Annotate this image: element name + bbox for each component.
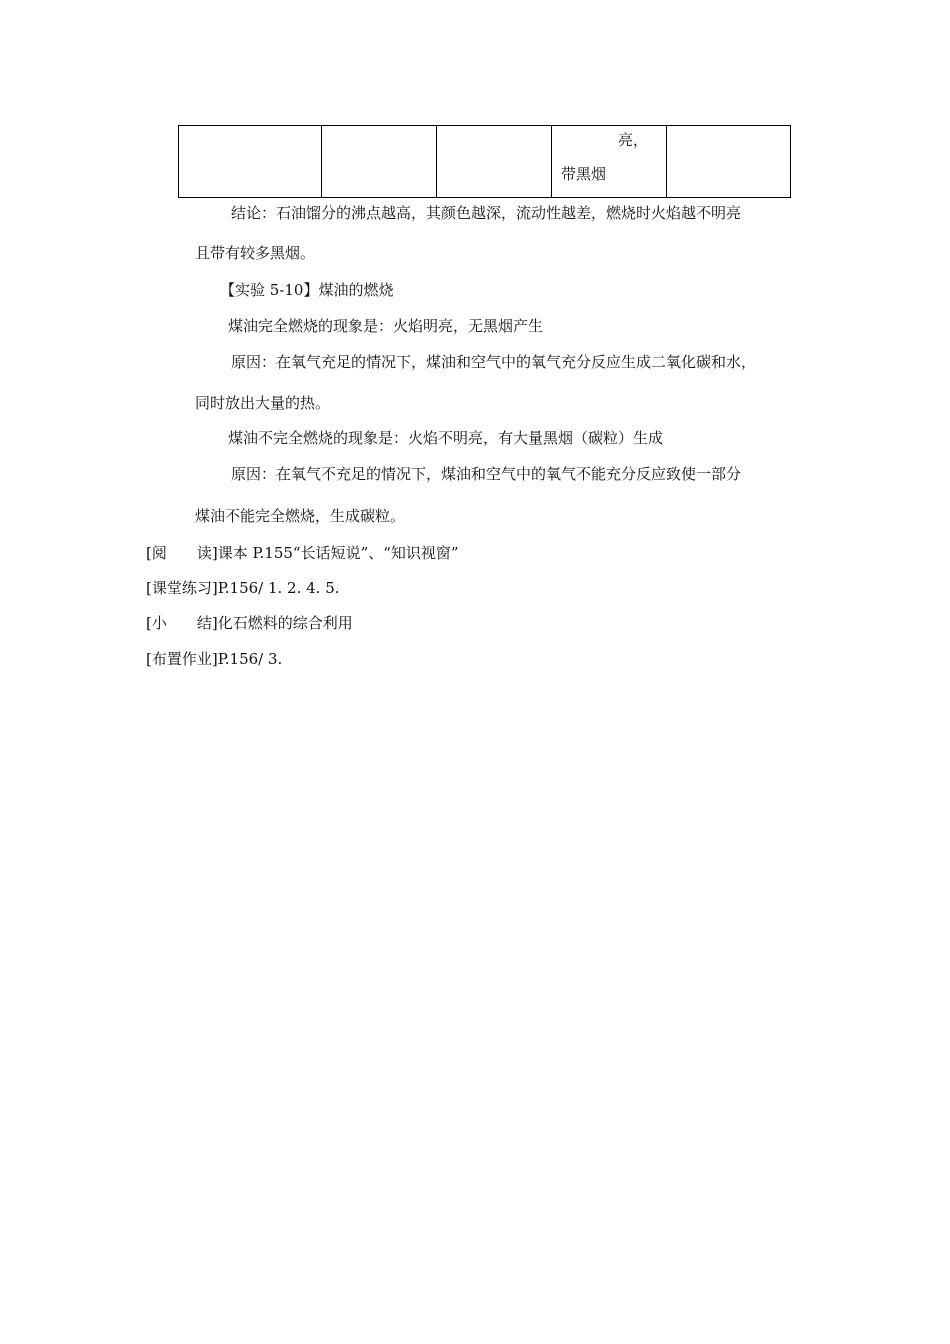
table-cell (552, 126, 667, 198)
paragraph-line: 煤油不完全燃烧的现象是：火焰不明亮，有大量黑烟（碳粒）生成 (228, 429, 664, 447)
table-row (179, 126, 791, 198)
paragraph-line: 煤油不能完全燃烧，生成碳粒。 (195, 507, 406, 525)
conclusion-line: 结论：石油馏分的沸点越高，其颜色越深，流动性越差，燃烧时火焰越不明亮 (231, 204, 742, 222)
cell-text: 带黑烟 (561, 165, 607, 183)
paragraph-line: 原因：在氧气充足的情况下，煤油和空气中的氧气充分反应生成二氧化碳和水， (231, 353, 757, 371)
table-cell (667, 126, 791, 198)
table-cell (179, 126, 322, 198)
paragraph-line: 原因：在氧气不充足的情况下，煤油和空气中的氧气不能充分反应致使一部分 (231, 465, 742, 483)
section-practice: [课堂练习]P.156/ 1. 2. 4. 5. (146, 579, 340, 597)
table-cell (437, 126, 552, 198)
conclusion-line: 且带有较多黑烟。 (195, 244, 316, 262)
paragraph-line: 同时放出大量的热。 (195, 394, 331, 412)
table-cell (322, 126, 437, 198)
section-summary: [小 结]化石燃料的综合利用 (146, 614, 353, 632)
cell-text: 亮， (618, 131, 649, 149)
experiment-table (178, 125, 791, 198)
section-reading: [阅 读]课本 P.155“长话短说”、“知识视窗” (146, 544, 459, 562)
experiment-title: 【实验 5-10】煤油的燃烧 (220, 281, 394, 299)
paragraph-line: 煤油完全燃烧的现象是：火焰明亮，无黑烟产生 (228, 317, 544, 335)
section-homework: [布置作业]P.156/ 3. (146, 650, 283, 668)
